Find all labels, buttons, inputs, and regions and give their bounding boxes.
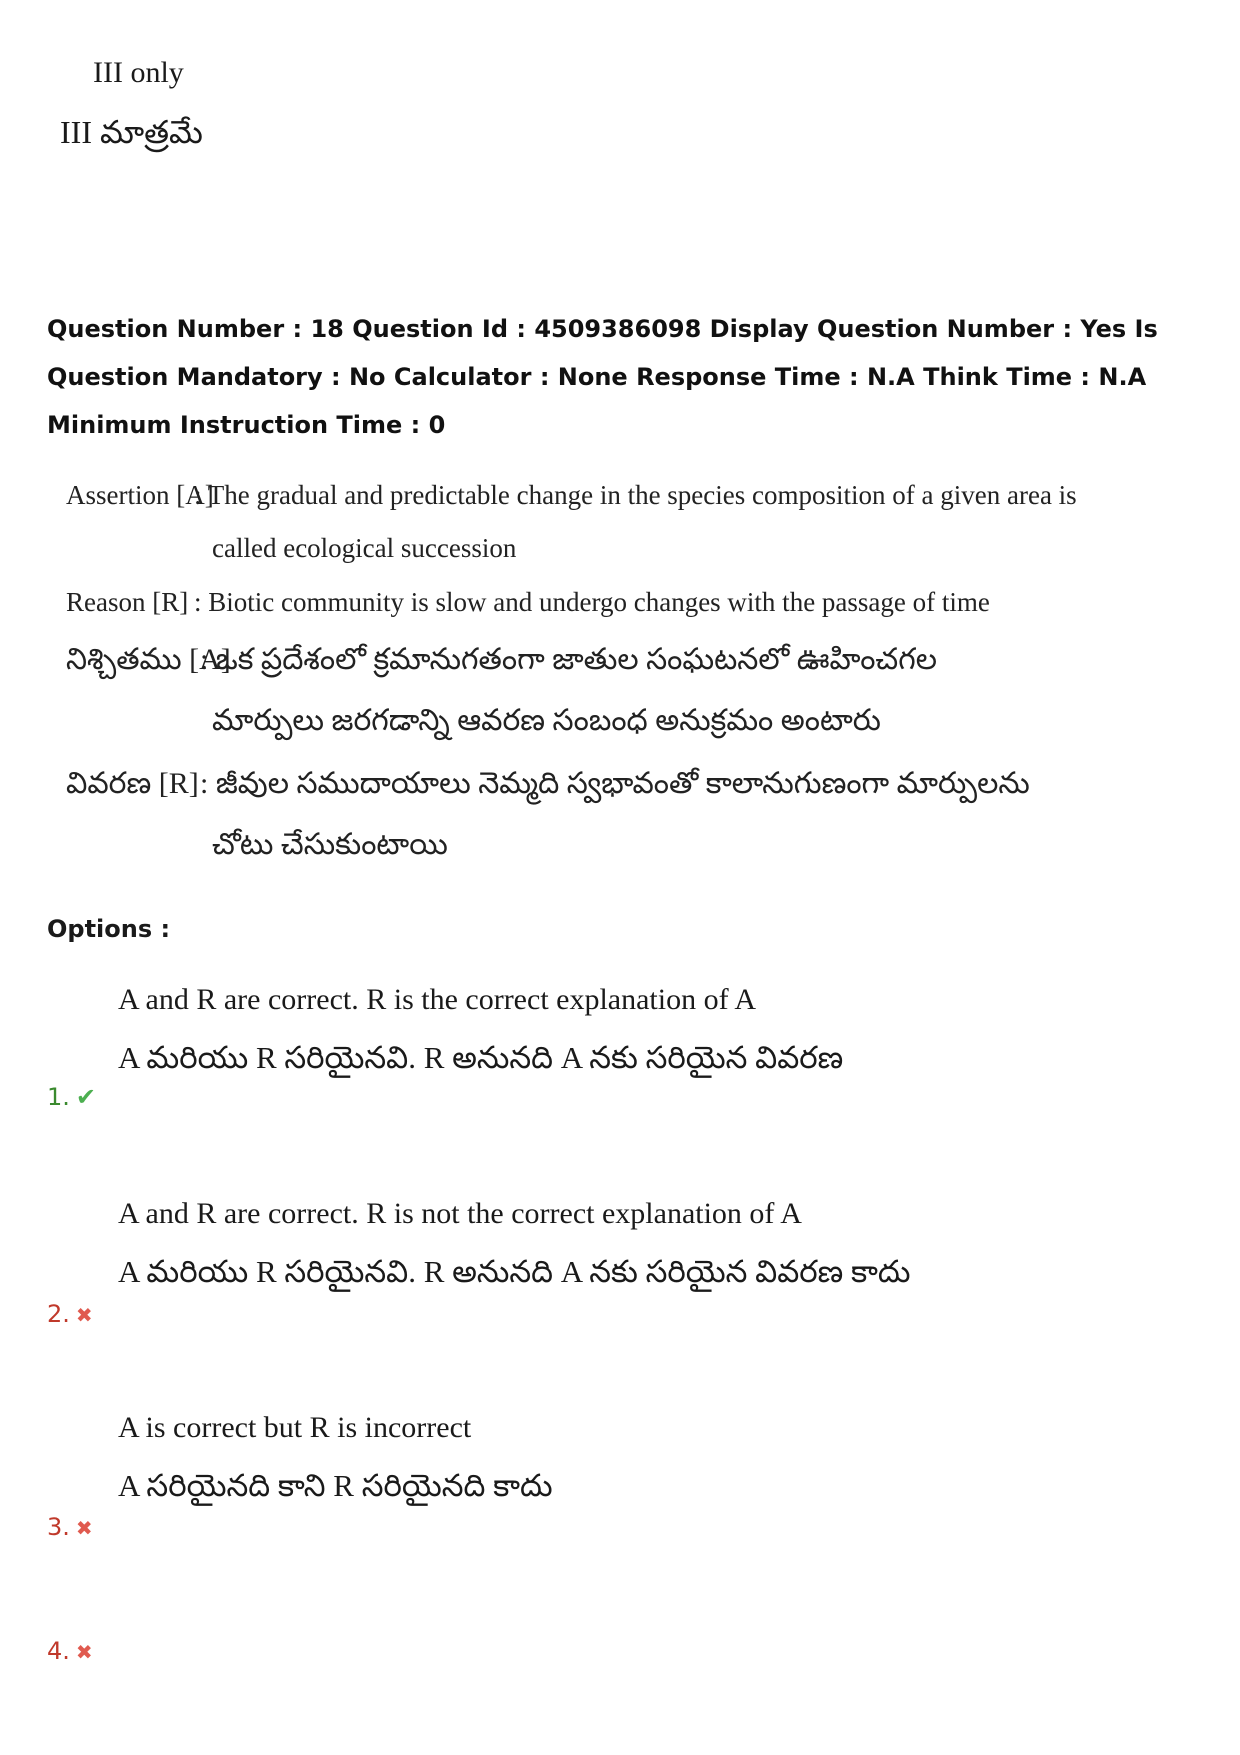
option-3-number: 3. xyxy=(47,1513,70,1541)
options-label: Options : xyxy=(47,915,171,943)
assertion-text-te-1: : ఒక ప్రదేశంలో క్రమానుగతంగా జాతుల సంఘటనలో ఊహించగల xyxy=(200,643,937,676)
question-metadata: Question Number : 18 Question Id : 4509386098 Display Question Number : Yes Is Question Mandatory : No Calculator : None Response Time : N.A Think Time : N.A Minimum Instruction Time : 0 xyxy=(47,315,1158,439)
assertion-label-te: నిశ్చితము [A] xyxy=(66,643,231,676)
option-2-number: 2. xyxy=(47,1300,70,1328)
option-4-number: 4. xyxy=(47,1637,70,1665)
previous-option-english: III only xyxy=(93,56,184,89)
cross-icon: ✖ xyxy=(75,1640,93,1664)
reason-text-te-1: : జీవుల సముదాయాలు నెమ్మది స్వభావంతో కాలానుగుణంగా మార్పులను xyxy=(200,767,1030,800)
option-3-telugu: A సరియైనది కాని R సరియైనది కాదు xyxy=(118,1468,553,1503)
option-3-english: A is correct but R is incorrect xyxy=(118,1411,472,1444)
assertion-label-en: Assertion [A] xyxy=(66,480,214,510)
option-1-english: A and R are correct. R is the correct explanation of A xyxy=(118,983,757,1016)
reason-label-te: వివరణ [R] xyxy=(66,767,199,800)
cross-icon: ✖ xyxy=(75,1516,93,1540)
option-4[interactable] xyxy=(47,1637,93,1665)
assertion-text-te-2: మార్పులు జరగడాన్ని ఆవరణ సంబంధ అనుక్రమం అంటారు xyxy=(212,704,881,737)
option-1-telugu: A మరియు R సరియైనవి. R అనునది A నకు సరియైన వివరణ xyxy=(118,1040,844,1075)
check-icon: ✔ xyxy=(75,1083,97,1111)
option-2-telugu: A మరియు R సరియైనవి. R అనునది A నకు సరియైన వివరణ కాదు xyxy=(118,1254,911,1289)
option-2-english: A and R are correct. R is not the correct explanation of A xyxy=(118,1197,802,1230)
option-2[interactable] xyxy=(47,1300,93,1328)
reason-label-en: Reason [R] xyxy=(66,587,189,617)
option-1-number: 1. xyxy=(47,1083,70,1111)
assertion-text-en-2: called ecological succession xyxy=(212,533,517,563)
assertion-text-en-1: : The gradual and predictable change in the species composition of a given area is xyxy=(194,480,1077,510)
previous-option-telugu: III మాత్రమే xyxy=(60,114,203,150)
reason-text-te-2: చోటు చేసుకుంటాయి xyxy=(212,828,448,861)
cross-icon: ✖ xyxy=(75,1303,93,1327)
option-1[interactable] xyxy=(47,1083,96,1111)
option-3[interactable] xyxy=(47,1513,93,1541)
reason-text-en: : Biotic community is slow and undergo changes with the passage of time xyxy=(194,587,990,617)
